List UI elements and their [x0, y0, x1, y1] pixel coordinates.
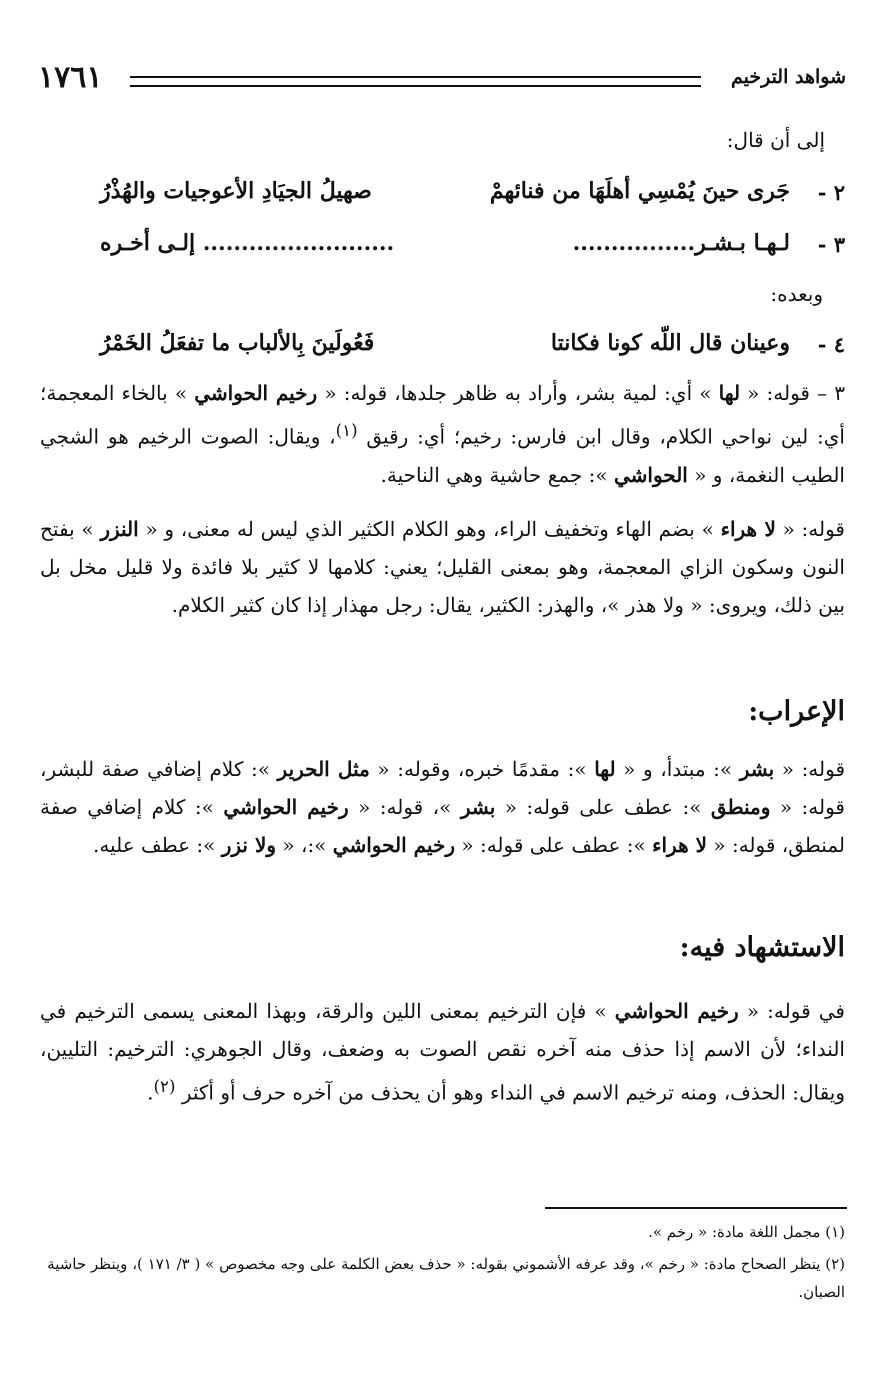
verse-second-hemistich: ......................... إلـى أخـره: [100, 230, 395, 256]
verse-first-hemistich: لـهـا بـشـر................: [572, 230, 790, 256]
commentary-paragraph: قوله: « لا هراء » بضم الهاء وتخفيف الراء، وهو الكلام الكثير الذي ليس له معنى، و « النزر » بفتح النون وسكون الزاي المعجمة، وهو بمعنى القليل؛ يعني: كلامها لا كثير بلا فائدة ولا قليل مخل بل بين ذلك، ويروى: « ولا هذر »، والهذر: الكثير، يقال: رجل مهذار إذا كان كثير الكلام.: [40, 517, 845, 617]
footnote: (١) مجمل اللغة مادة: « رخم ».: [648, 1223, 845, 1241]
verse-first-hemistich: وعينان قال اللّه كونا فكانتا: [550, 330, 790, 356]
verse-second-hemistich: صهيلُ الجيَادِ الأعوجيات والهُذْرُ: [100, 178, 372, 204]
verse-second-hemistich: فَعُولَينَ بِالألباب ما تفعَلُ الخَمْرُ: [100, 330, 375, 356]
istishhad-paragraph: في قوله: « رخيم الحواشي » فإن الترخيم بمعنى اللين والرقة، وبهذا المعنى يسمى الترخيم في النداء؛ لأن الاسم إذا حذف منه آخره نقص الصوت به وضعف، وقال الجوهري: الترخيم: التليين، ويقال: الحذف، ومنه ترخيم الاسم في النداء وهو أن يحذف من آخره حرف أو أكثر $^{(٢)}$.: [40, 999, 845, 1105]
header-double-rule: [130, 76, 701, 87]
footnote: (٢) ينظر الصحاح مادة: « رخم »، وقد عرفه الأشموني بقوله: « حذف بعض الكلمة على وجه مخصوص » ( ٣/ ١٧١ )، وينظر حاشية الصبان.: [47, 1255, 845, 1301]
commentary-paragraph: ٣ – قوله: « لها » أي: لمية بشر، وأراد به ظاهر جلدها، قوله: « رخيم الحواشي » بالخاء المعجمة؛ أي: لين نواحي الكلام، وقال ابن فارس: رخيم؛ أي: رقيق $^{(١)}$، ويقال: الصوت الرخيم هو الشجي الطيب النغمة، و « الحواشي »: جمع حاشية وهي الناحية.: [40, 381, 845, 487]
page-number: ١٧٦١: [38, 60, 103, 95]
page-header: [38, 58, 846, 98]
section-heading-irab: الإعراب:: [748, 696, 845, 727]
intro-line: إلى أن قال:: [726, 128, 825, 152]
verse-number: ٤ -: [817, 332, 845, 357]
verse-number: ٢ -: [817, 180, 845, 205]
after-label: وبعده:: [770, 282, 823, 306]
irab-paragraph: قوله: « بشر »: مبتدأ، و « لها »: مقدمًا خبره، وقوله: « مثل الحرير »: كلام إضافي صفة للبشر، قوله: « ومنطق »: عطف على قوله: « بشر »، قوله: « رخيم الحواشي »: كلام إضافي صفة لمنطق، قوله: « لا هراء »: عطف على قوله: « رخيم الحواشي »:، « ولا نزر »: عطف عليه.: [40, 757, 846, 857]
footnote-separator: [545, 1207, 847, 1209]
section-heading-istishhad: الاستشهاد فيه:: [679, 932, 845, 963]
running-title: شواهد الترخيم: [730, 66, 846, 88]
verse-first-hemistich: جَرى حينَ يُمْسِي أهلَهَا من فنائهمْ: [489, 178, 790, 204]
verse-number: ٣ -: [817, 232, 845, 257]
